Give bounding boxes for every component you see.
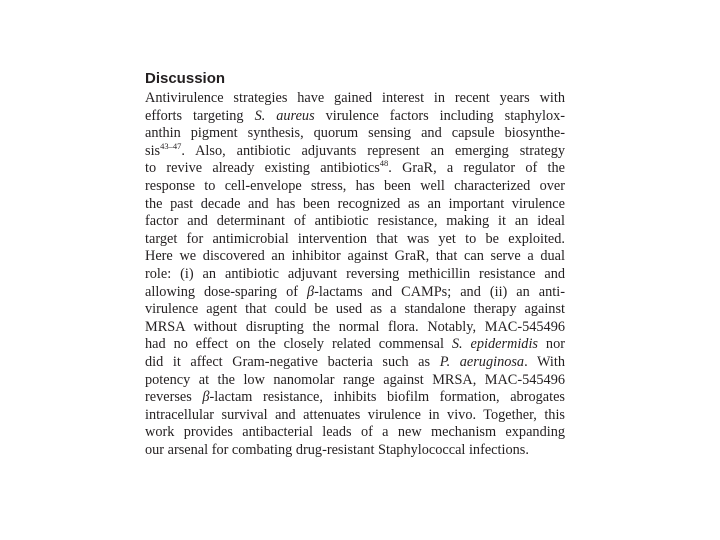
text-line [145, 90, 565, 108]
line-text: sis [145, 142, 161, 159]
text-line [145, 196, 565, 214]
section-heading: Discussion [145, 70, 226, 87]
text-line [145, 301, 565, 319]
text-line [145, 407, 565, 425]
line-text: . GraR, a regulator of the [388, 160, 566, 177]
line-text: nor [538, 336, 565, 353]
line-text: to revive already existing antibiotics [145, 160, 380, 177]
italic-term: S. aureus [254, 107, 315, 124]
italic-term: β [306, 283, 315, 300]
line-text: potency at the low nanomolar range against MRSA, MAC-545496 [145, 371, 565, 388]
text-line [145, 248, 565, 266]
italic-term: β [202, 389, 210, 406]
text-line [145, 178, 565, 196]
line-text: reverses [145, 389, 203, 406]
line-text: efforts targeting [145, 107, 255, 124]
line-text: factor and determinant of antibiotic resistance, making it an ideal [145, 213, 565, 230]
line-text: role: (i) an antibiotic adjuvant reversing methicillin resistance and [145, 265, 565, 282]
text-line [145, 231, 565, 249]
text-line [145, 213, 565, 231]
line-text: target for antimicrobial intervention that was yet to be exploited. [145, 230, 565, 247]
text-line [145, 125, 565, 143]
italic-term: S. epidermidis [451, 336, 538, 353]
text-line [145, 160, 565, 178]
text-line [145, 284, 565, 302]
text-line [145, 442, 565, 460]
line-text: anthin pigment synthesis, quorum sensing and capsule biosynthe- [145, 125, 565, 142]
text-line [145, 354, 565, 372]
italic-term: P. aeruginosa [439, 353, 525, 370]
line-text: . With [524, 353, 565, 370]
text-line [145, 108, 565, 126]
line-text: Antivirulence strategies have gained interest in recent years with [145, 90, 565, 106]
line-text: our arsenal for combating drug-resistant Staphylococcal infections. [145, 441, 529, 458]
text-line [145, 389, 565, 407]
line-text: -lactams and CAMPs; and (ii) an anti- [314, 283, 565, 300]
citation-superscript: 48 [379, 158, 389, 169]
line-text: had no effect on the closely related commensal [145, 336, 452, 353]
line-text: virulence agent that could be used as a standalone therapy against [145, 301, 565, 318]
line-text: response to cell-envelope stress, has been well characterized over [145, 177, 565, 194]
line-text: allowing dose-sparing of [145, 283, 307, 300]
line-text: work provides antibacterial leads of a new mechanism expanding [145, 424, 565, 441]
line-text: intracellular survival and attenuates virulence in vivo. Together, this [145, 406, 565, 423]
text-line [145, 372, 565, 390]
text-line [145, 319, 565, 337]
text-line [145, 424, 565, 442]
discussion-section [145, 70, 565, 459]
line-text: MRSA without disrupting the normal flora. Notably, MAC-545496 [145, 318, 565, 335]
line-text: -lactam resistance, inhibits biofilm formation, abrogates [209, 389, 565, 406]
line-text: virulence factors including staphylox- [314, 107, 565, 124]
text-line [145, 266, 565, 284]
line-text: . Also, antibiotic adjuvants represent an emerging strategy [181, 142, 565, 159]
citation-superscript: 43–47 [160, 141, 182, 152]
text-line [145, 143, 565, 161]
line-text: the past decade and has been recognized as an important virulence [145, 195, 565, 212]
text-line [145, 336, 565, 354]
line-text: did it affect Gram-negative bacteria such as [145, 353, 440, 370]
line-text: Here we discovered an inhibitor against GraR, that can serve a dual [145, 248, 565, 265]
discussion-paragraph [145, 90, 565, 459]
